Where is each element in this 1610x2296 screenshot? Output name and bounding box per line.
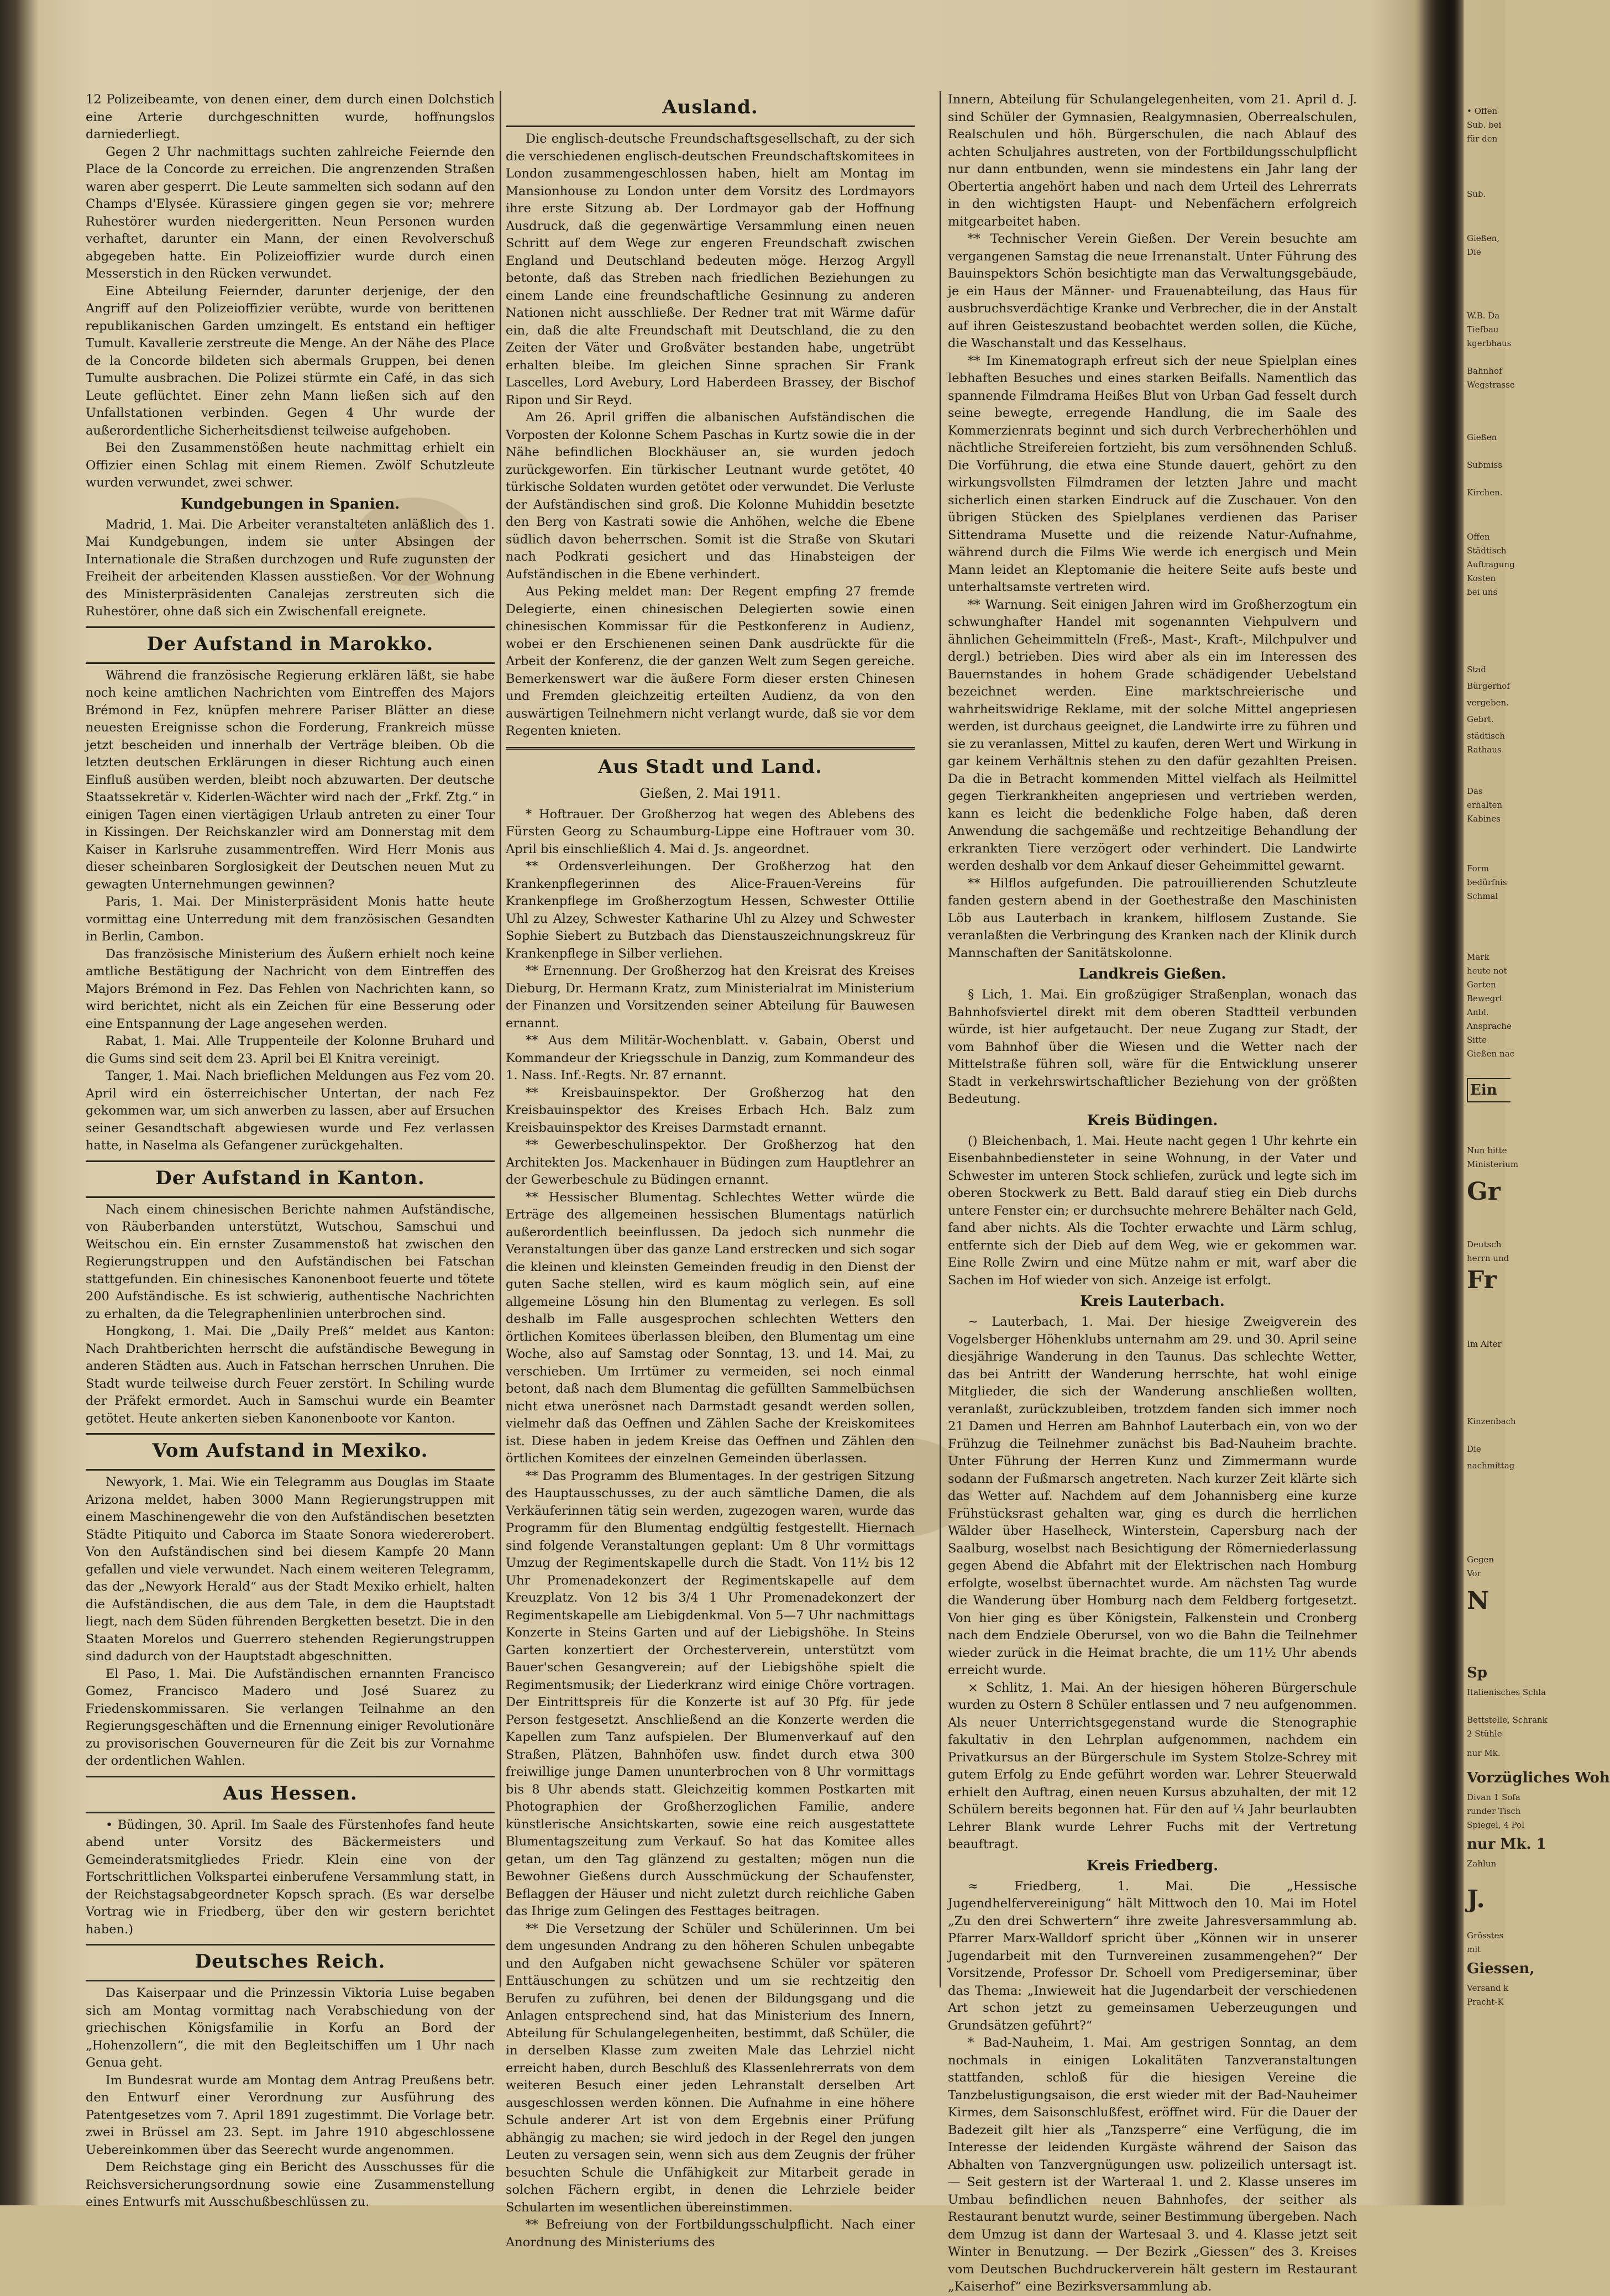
adjacent-page-text: für den (1467, 134, 1498, 144)
adjacent-page-text: Ansprache (1467, 1021, 1512, 1031)
adjacent-page-text: Sitte (1467, 1035, 1487, 1045)
adjacent-page-text: Stad (1467, 665, 1486, 674)
adjacent-page-text: N (1467, 1587, 1490, 1615)
separator-rule (506, 125, 915, 127)
adjacent-page-text: Divan 1 Sofa (1467, 1792, 1520, 1802)
separator-rule (86, 626, 495, 628)
adjacent-page-text: Nun bitte (1467, 1146, 1507, 1155)
adjacent-page-text: Deutsch (1467, 1239, 1502, 1249)
article-paragraph: * Bad-Nauheim, 1. Mai. Am gestrigen Sonntag, an dem nochmals in einigen Lokalitäten Tanzveranstaltungen stattfanden, schloß für die hiesigen Vereine die Tanzbelustigungsaison, die erst wieder mit der Bad-Nauheimer Kirmes, dem Saisonschlußfest, eröffnet wird. Für die Dauer der Badezeit gilt hier als „Tanzsperre“ eine Verfügung, die im Interesse der leidenden Kurgäste während der Saison das Abhalten von Tanzvergnügungen usw. polizeilich untersagt ist. — Seit gestern ist der Warteraal 1. und 2. Klasse unseres im Umbau befindlichen neuen Bahnhofes, der seither als Restaurant benutzt wurde, seiner Bestimmung übergeben. Nach dem Umzug ist dann der Wartesaal 3. und 4. Klasse jetzt seit Winter in Benutzung. — Der Bezirk „Giessen“ des 3. Kreises vom Deutschen Buchdruckerverein hält gestern im Restaurant „Kaiserhof“ eine Bezirksversammlung ab. (948, 2036, 1357, 2294)
adjacent-page-text: Wegstrasse (1467, 380, 1515, 390)
column-3 (948, 91, 1357, 2296)
column-rule (500, 91, 501, 1988)
adjacent-page-text: nachmittag (1467, 1461, 1515, 1471)
adjacent-page-text: städtisch (1467, 731, 1505, 741)
article-paragraph: Am 26. April griffen die albanischen Aufständischen die Vorposten der Kolonne Schem Paschas in Kurtz sowie die in der Nähe befindlichen Blockhäuser an, sie wurden jedoch zurückgeworfen. Ein türkischer Leutnant wurde getötet, 40 türkische Soldaten wurden getötet oder verwundet. Die Verluste der Aufständischen sind groß. Die Kolonne Muhiddin besetzte den Berg von Kastrati sowie die Anhöhen, welche die Ebene südlich davon beherrschen. Somit ist die Straße von Skutari nach Podkrati gesichert und das Hinabsteigen der Aufständischen in die Ebene verhindert. (506, 410, 915, 582)
article-paragraph: ** Hilflos aufgefunden. Die patrouillierenden Schutzleute fanden gestern abend in der Goethestraße den Maschinisten Löb aus Lauterbach in krankem, hilflosem Zustande. Sie veranlaßten die Verbringung des Kranken nach der Klinik durch Mannschaften der Sanitätskolonne. (948, 876, 1357, 960)
sub-heading: Kundgebungen in Spanien. (180, 495, 400, 512)
article-paragraph: ≈ Friedberg, 1. Mai. Die „Hessische Jugendhelfervereinigung“ hält Mittwoch den 10. Mai im Hotel „Zu den drei Schwertern“ ihre zweite Jahresversammlung ab. Pfarrer Marx-Walldorf spricht über „Können wir in unserer Jugendarbeit mit den Turnvereinen zusammengehen?“ Der Vorsitzende, Professor Dr. Schoell vom Predigerseminar, über das Thema: „Inwieweit hat die Jugendarbeit der verschiedenen Art schon jetzt zu gemeinsamen Ueberzeugungen und Grundsätzen geführt?“ (948, 1879, 1357, 2033)
adjacent-page-text: Gr (1467, 1178, 1501, 1206)
article-paragraph: ** Befreiung von der Fortbildungsschulpflicht. Nach einer Anordnung des Ministeriums des (506, 2217, 915, 2250)
article-paragraph: Eine Abteilung Feiernder, darunter derjenige, der den Angriff auf den Polizeioffizier verübte, wurde von berittenen republikanischen Garden umzingelt. Es entstand ein heftiger Tumult. Kavallerie zerstreute die Menge. An der Nähe des Place de la Concorde bildeten sich abermals Gruppen, bei denen Tumulte ausbrachen. Die Polizei stürmte ein Café, in das sich Leute geflüchtet. Einer zehn Mann ließen sich auf den Unfallstationen verbinden. Gegen 4 Uhr wurde der außerordentliche Sicherheitsdienst teilweise aufgehoben. (86, 284, 495, 438)
adjacent-page-text: Anbl. (1467, 1007, 1489, 1017)
article-paragraph: Tanger, 1. Mai. Nach brieflichen Meldungen aus Fez vom 20. April wird ein österreichischer Untertan, der nach Fez gekommen war, um sich anwerben zu lassen, aber auf Ersuchen seiner Gesandtschaft abgewiesen wurde und Fez verlassen hatte, in Naselma als Gefangener zurückgehalten. (86, 1069, 495, 1153)
article-paragraph: Newyork, 1. Mai. Wie ein Telegramm aus Douglas im Staate Arizona meldet, haben 3000 Mann Regierungstruppen mit einem Maschinengewehr die von den Aufständischen besetzten Städte Pitiquito und Caborca im Staate Sonora wiedererobert. Von den Aufständischen sind bei diesem Kampfe 20 Mann gefallen und viele verwundet. Nach einem weiteren Telegramm, das der „Newyork Herald“ aus der Stadt Mexiko erhielt, halten die Aufständischen, die aus dem Tale, in dem die Hauptstadt liegt, nach dem Süden führenden Bergketten besetzt. Die in den Staaten Morelos und Guerrero stehenden Regierungstruppen sind dadurch von der Hauptstadt abgeschnitten. (86, 1475, 495, 1664)
article-paragraph: ⨯ Schlitz, 1. Mai. An der hiesigen höheren Bürgerschule wurden zu Ostern 8 Schüler entlassen und 7 neu aufgenommen. Als neuer Unterrichtsgegenstand wurde die Stenographie fakultativ in den Lehrplan aufgenommen, nachdem ein Privatkursus an der Bürgerschule im System Stolze-Schrey mit gutem Erfolg zu Ende geführt worden war. Lehrer Steuerwald erhielt den Auftrag, einen neuen Kursus abzuhalten, der mit 12 Schülern bereits begonnen hat. Für den auf ¼ Jahr beurlaubten Lehrer Blank wurde Lehrer Fuchs mit der Vertretung beauftragt. (948, 1680, 1357, 1852)
article-paragraph: ** Ernennung. Der Großherzog hat den Kreisrat des Kreises Dieburg, Dr. Hermann Kratz, zum Ministerialrat im Ministerium der Finanzen und Vorsitzenden seiner Abteilung für Bauwesen ernannt. (506, 964, 915, 1031)
sub-heading: Kreis Lauterbach. (1080, 1293, 1225, 1310)
article-paragraph: Das französische Ministerium des Äußern erhielt noch keine amtliche Bestätigung der Nachricht von dem Eintreffen des Majors Brémond in Fez. Das Fehlen von Nachrichten kann, so wird berichtet, nicht als ein Zeichen für eine Besserung oder eine Entspannung der Lage angesehen werden. (86, 946, 495, 1031)
adjacent-page-text: kgerbhaus (1467, 338, 1512, 348)
sub-heading: Kreis Büdingen. (1087, 1112, 1218, 1129)
article-paragraph: Hongkong, 1. Mai. Die „Daily Preß“ meldet aus Kanton: Nach Drahtberichten herrscht die aufständische Bewegung in anderen Städten aus. Auch in Fatschan herrschen Unruhen. Die Stadt wurde teilweise durch Feuer zerstört. In Schiling wurde der Präfekt ermordet. Auch in Samschui wurde ein Beamter getötet. Heute ankerten sieben Kanonenboote vor Kanton. (86, 1324, 495, 1426)
adjacent-page-text: Kosten (1467, 573, 1496, 583)
section-heading: Ausland. (662, 96, 758, 118)
separator-rule (86, 1160, 495, 1162)
adjacent-page-text: nur Mk. (1467, 1748, 1501, 1758)
adjacent-page-text: herrn und (1467, 1253, 1509, 1263)
adjacent-page-text: Das (1467, 786, 1483, 796)
adjacent-page-text: Mark (1467, 952, 1490, 962)
adjacent-page-text: Grösstes (1467, 1931, 1504, 1941)
article-paragraph: ** Im Kinematograph erfreut sich der neue Spielplan eines lebhaften Besuches und eines starken Beifalls. Namentlich das spannende Filmdrama Heißes Blut von Urban Gad fesselt durch seine bewegte, erregende Handlung, die im Saale des Kommerzienrats beginnt und sich durch Verbrecherhöhlen und nächtliche Streifereien fortzieht, bis zum versöhnenden Schluß. Die Vorführung, die etwa eine Stunde dauert, gehört zu den wirkungsvollsten Filmdramen der letzten Jahre und macht sicherlich einen starken Eindruck auf die Zuschauer. Von den übrigen Stücken des Spielplanes verdienen das Pariser Sittendrama Musette und die reizende Natur-Aufnahme, während durch die Films Wie werde ich energisch und Mein Mann leidet an Kleptomanie die heitere Seite aufs beste und unterhaltsamste vertreten wird. (948, 353, 1357, 594)
adjacent-page-text: Bahnhof (1467, 366, 1502, 376)
section-heading: Aus Stadt und Land. (598, 755, 822, 778)
adjacent-page-text: Offen (1467, 532, 1490, 542)
column-rule (940, 91, 941, 1988)
adjacent-page-text: Gießen (1467, 432, 1497, 442)
adjacent-page-text: Sp (1467, 1665, 1487, 1681)
double-separator-rule (506, 747, 915, 750)
adjacent-page-text: Rathaus (1467, 745, 1502, 755)
adjacent-page-text: Zahlun (1467, 1859, 1497, 1869)
article-paragraph: ** Das Programm des Blumentages. In der gestrigen Sitzung des Hauptausschusses, zu der auch sämtliche Damen, die als Verkäuferinnen tätig sein werden, zugezogen waren, wurde das Programm für den Blumentag endgültig festgestellt. Hiernach sind folgende Veranstaltungen geplant: Um 8 Uhr vormittags Umzug der Regimentskapelle durch die Stadt. Von 11½ bis 12 Uhr Promenadekonzert der Regimentskapelle auf dem Kreuzplatz. Von 12 bis 3/4 1 Uhr Promenadekonzert der Regimentskapelle am Liebigdenkmal. Von 5—7 Uhr nachmittags Konzerte in Steins Garten und auf der Liebigshöhe. In Steins Garten konzertiert der Orchesterverein, unterstützt vom Bauer'schen Gesangverein; auf der Liebigshöhe spielt die Regimentsmusik; der Liederkranz wird einige Chöre vortragen. Der Eintrittspreis für die Konzerte ist auf 30 Pfg. für jede Person festgesetzt. Anschließend an die Konzerte werden die Kapellen zum Tanz aufspielen. Der Blumenverkauf auf den Straßen, Plätzen, Bahnhöfen usw. findet durch etwa 300 freiwillige junge Damen ununterbrochen von 8 Uhr vormittags bis 8 Uhr abends statt. Gleichzeitig kommen Postkarten mit Photographien der Großherzoglichen Familie, andere künstlerische Ansichtskarten, sowie eine reich ausgestattete Blumentagszeitung zum Verkauf. So hat das Komitee alles getan, um den Tag glänzend zu gestalten; mögen nun die Bewohner Gießens durch Ausschmückung der Schaufenster, Beflaggen der Häuser und nicht zuletzt durch reichliche Gaben das Ihrige zum Gelingen des Festtages beitragen. (506, 1468, 915, 1918)
adjacent-page-text: Vor (1467, 1568, 1481, 1578)
adjacent-page-strip (1465, 0, 1610, 2205)
adjacent-page-text: Schmal (1467, 891, 1498, 901)
adjacent-page-text: Submiss (1467, 460, 1502, 470)
adjacent-page-text: Bürgerhof (1467, 681, 1510, 691)
adjacent-page-text: Gießen, (1467, 233, 1499, 243)
separator-rule (86, 1433, 495, 1435)
adjacent-page-text: Kabines (1467, 814, 1501, 824)
section-heading: Der Aufstand in Marokko. (146, 632, 434, 655)
adjacent-page-text: Pracht-K (1467, 1997, 1504, 2007)
article-paragraph: Im Bundesrat wurde am Montag dem Antrag Preußens betr. den Entwurf einer Verordnung zur Ausführung des Patentgesetzes vom 7. April 1891 zugestimmt. Die Vorlage betr. zwei in Brüssel am 23. Sept. im Jahre 1910 abgeschlossene Uebereinkommen über das Seerecht wurde angenommen. (86, 2073, 495, 2157)
adjacent-page-text: erhalten (1467, 800, 1503, 810)
sub-heading: Kreis Friedberg. (1086, 1857, 1219, 1874)
article-paragraph: ** Warnung. Seit einigen Jahren wird im Großherzogtum ein schwunghafter Handel mit sogenannten Viehpulvern und ähnlichen Geheimmitteln (Freß-, Mast-, Kraft-, Milchpulver und dergl.) betrieben. Dies wird aber als ein im Interessen des Bauernstandes in hohem Grade schädigender Uebelstand bezeichnet werden. Eine marktschreierische und wahrheitswidrige Reklame, mit der solche Mittel angepriesen werden, ist durchaus geeignet, die Landwirte irre zu führen und sie zu veranlassen, Mittel zu kaufen, deren Wert und Wirkung in gar keinem Verhältnis stehen zu den dafür gezahlten Preisen. Da die in Betracht kommenden Mittel vielfach als Heilmittel gegen Tierkrankheiten angepriesen und vertrieben werden, kann es leicht die bedenkliche Folge haben, daß deren Anwendung die sachgemäße und rechtzeitige Behandlung der erkrankten Tiere verzögert oder verhindert. Die Landwirte werden deshalb vor dem Ankauf dieser Geheimmittel gewarnt. (948, 597, 1357, 873)
sub-heading: Landkreis Gießen. (1078, 966, 1226, 982)
article-paragraph: Dem Reichstage ging ein Bericht des Ausschusses für die Reichsversicherungsordnung sowie eine Zusammenstellung eines Entwurfs mit Ausschußbeschlüssen zu. (86, 2160, 495, 2209)
article-paragraph: Aus Peking meldet man: Der Regent empfing 27 fremde Delegierte, einen chinesischen Delegierten sowie einen chinesischen Kommissar für die Pestkonferenz in Audienz, wobei er den Erschienenen seinen Dank ausdrückte für die Arbeit der Konferenz, die der ganzen Welt zum Segen gereiche. Bemerkenswert war die äußere Form dieser ersten Chinesen und Fremden gleichzeitig erteilten Audienz, da von den auswärtigen Teilnehmern nicht verlangt wurde, daß sie vor dem Regenten knieten. (506, 584, 915, 738)
article-paragraph: Innern, Abteilung für Schulangelegenheiten, vom 21. April d. J. sind Schüler der Gymnasien, Realgymnasien, Oberrealschulen, Realschulen und höh. Bürgerschulen, die nach Ablauf des achten Schuljahres austreten, von der Fortbildungsschulpflicht nur dann entbunden, wenn sie mindestens ein Jahr lang der Obertertia angehört haben und nach dem Urteil des Lehrerrats in den wichtigsten Haupt- und Nebenfächern erfolgreich mitgearbeitet haben. (948, 92, 1357, 229)
separator-rule (86, 1196, 495, 1198)
adjacent-page-text: Italienisches Schla (1467, 1687, 1546, 1697)
section-heading: Aus Hessen. (223, 1782, 358, 1805)
article-paragraph: El Paso, 1. Mai. Die Aufständischen ernannten Francisco Gomez, Francisco Madero und José Suarez zu Friedenskommissaren. Sie verlangen Teilnahme an den Regierungsgeschäften und die Ernennung einiger Revolutionäre zu provisorischen Gouverneuren für die Zeit bis zur Vornahme der ordentlichen Wahlen. (86, 1666, 495, 1768)
article-paragraph: § Lich, 1. Mai. Ein großzügiger Straßenplan, wonach das Bahnhofsviertel direkt mit dem oberen Stadtteil verbunden würde, ist hier aufgetaucht. Der neue Zugang zur Stadt, der vom Bahnhof über die Wiesen und die Wetter nach der Mittelstraße führen soll, wäre für die Entwicklung unserer Stadt in verkehrswirtschaftlicher Beziehung von der größten Bedeutung. (948, 987, 1357, 1106)
adjacent-page-text: Auftragung (1467, 559, 1515, 569)
adjacent-page-text: Gebrt. (1467, 714, 1494, 724)
adjacent-page-text: J. (1467, 1885, 1485, 1913)
article-paragraph: ** Hessischer Blumentag. Schlechtes Wetter würde die Erträge des allgemeinen hessischen Blumentags natürlich außerordentlich beeinflussen. Da jedoch sich nunmehr die Veranstaltungen über das ganze Land erstrecken und sich sogar die kleinen und kleinsten Gemeinden freudig in den Dienst der guten Sache stellen, wird es kaum möglich sein, auf eine allgemeine Lösung hin den Blumentag zu verlegen. Es soll deshalb im Falle ausgesprochen schlechten Wetters den örtlichen Komitees überlassen bleiben, den Blumentag um eine Woche, also auf Samstag oder Sonntag, 13. und 14. Mai, zu verschieben. Um Irrtümer zu vermeiden, sei noch einmal betont, daß nach dem Blumentag die gefüllten Sammelbüchsen nicht etwa unerösnet nach Darmstadt gesandt werden sollen, vielmehr daß das Oeffnen und Zählen Sache der Kreiskomitees ist. Diese haben in jedem Kreise das Oeffnen und Zählen den örtlichen Komitees der einzelnen Gemeinden überlassen. (506, 1190, 915, 1466)
article-paragraph: Während die französische Regierung erklären läßt, sie habe noch keine amtlichen Nachrichten vom Eintreffen des Majors Brémond in Fez, knüpfen mehrere Pariser Blätter an diese neuesten Ereignisse schon die Forderung, Frankreich müsse jetzt bescheiden und innerhalb der Verträge bleiben. Ob die letzten deutschen Erklärungen in dieser Richtung auch einen Einfluß ausüben werden, bleibt noch abzuwarten. Der deutsche Staatssekretär v. Kiderlen-Wächter wird nach der „Frkf. Ztg.“ in einigen Tagen einen viertägigen Urlaub antreten zu einer Tour in Kissingen. Der Reichskanzler wird am Donnerstag mit dem Kaiser in Karlsruhe zusammentreffen. Wird Herr Monis aus dieser scheinbaren Sorglosigkeit der Deutschen neuen Mut zu gewagten Unternehmungen gewinnen? (86, 668, 495, 892)
separator-rule (86, 1980, 495, 1981)
adjacent-page-text: vergeben. (1467, 698, 1509, 708)
adjacent-page-text: Bettstelle, Schrank (1467, 1715, 1548, 1725)
adjacent-page-text: Ein (1467, 1078, 1511, 1102)
adjacent-page-text: Die (1467, 1444, 1481, 1454)
column-2 (506, 91, 915, 2251)
article-paragraph: () Bleichenbach, 1. Mai. Heute nacht gegen 1 Uhr kehrte ein Eisenbahnbediensteter in seine Wohnung, in der Vater und Schwester im unteren Stock schliefen, zurück und legte sich im oberen Stockwerk zu Bett. Bald darauf stieg ein Dieb durchs untere Fenster ein; er durchsuchte mehrere Behälter nach Geld, fand aber nichts. Als die Tochter erwachte und Lärm schlug, entfernte sich der Dieb auf dem Weg, wie er gekommen war. Eine Rolle Zwirn und eine Mütze nahm er mit, warf aber die Sachen im Hof wieder von sich. Anzeige ist erfolgt. (948, 1133, 1357, 1288)
article-paragraph: * Hoftrauer. Der Großherzog hat wegen des Ablebens des Fürsten Georg zu Schaumburg-Lippe eine Hoftrauer vom 30. April bis einschließlich 4. Mai d. Js. angeordnet. (506, 807, 915, 856)
article-paragraph: ** Technischer Verein Gießen. Der Verein besuchte am vergangenen Samstag die neue Irrenanstalt. Unter Führung des Bauinspektors Schön besichtigte man das Verwaltungsgebäude, je ein Haus der Männer- und Frauenabteilung, das Haus für ausbruchsverdächtige Kranke und Verbrecher, die in der Anstalt auf ihren Geisteszustand beobachtet werden sollen, die Küche, die Waschanstalt und das Kesselhaus. (948, 232, 1357, 351)
adjacent-page-text: W.B. Da (1467, 311, 1500, 321)
adjacent-page-text: Versand k (1467, 1983, 1509, 1993)
article-paragraph: ** Die Versetzung der Schüler und Schülerinnen. Um bei dem ungesunden Andrang zu den höheren Schulen unbegabte und den Aufgaben nicht gewachsene Schüler vor späteren Enttäuschungen zu schützen und um sie rechtzeitig den Berufen zu zuführen, bei denen der Bildungsgang und die Anlagen entsprechend sind, hat das Ministerium des Innern, Abteilung für Schulangelegenheiten, bestimmt, daß Schüler, die in derselben Klasse zum zweiten Male das Lehrziel nicht erreicht haben, durch Beschluß des Klassenlehrerrats von dem weiteren Besuch einer jeden Lehranstalt derselben Art ausgeschlossen werden können. Die Aufnahme in eine höhere Schule anderer Art ist von dem Ergebnis einer Prüfung abhängig zu machen; sie wird jedoch in der Regel den jungen Leuten zu versagen sein, wenn sich aus dem Zeugnis der früher besuchten Schule die Unfähigkeit zur Mitarbeit gerade in solchen Fächern ergibt, in denen die Lehrziele beider Schularten im wesentlichen übereinstimmen. (506, 1921, 915, 2215)
article-paragraph: Rabat, 1. Mai. Alle Truppenteile der Kolonne Bruhard und die Gums sind seit dem 23. April bei El Knitra vereinigt. (86, 1034, 495, 1066)
article-paragraph: Paris, 1. Mai. Der Ministerpräsident Monis hatte heute vormittag eine Unterredung mit dem französischen Gesandten in Berlin, Cambon. (86, 895, 495, 944)
article-paragraph: Bei den Zusammenstößen heute nachmittag erhielt ein Offizier einen Schlag mit einem Riemen. Zwölf Schutzleute wurden verwundet, zwei schwer. (86, 441, 495, 490)
adjacent-page-text: Im Alter (1467, 1339, 1502, 1349)
separator-rule (86, 1944, 495, 1945)
separator-rule (86, 662, 495, 664)
article-paragraph: ** Aus dem Militär-Wochenblatt. v. Gabain, Oberst und Kommandeur der Kriegsschule in Danzig, zum Kommandeur des 1. Nass. Inf.-Regts. Nr. 87 ernannt. (506, 1033, 915, 1082)
adjacent-page-text: Sub. bei (1467, 120, 1502, 130)
adjacent-page-text: Form (1467, 864, 1490, 874)
article-paragraph: Gegen 2 Uhr nachmittags suchten zahlreiche Feiernde den Place de la Concorde zu erreichen. Die angrenzenden Straßen waren aber gesperrt. Die Leute sammelten sich sodann auf den Champs d'Elysée. Kürassiere gingen gegen sie vor; mehrere Ruhestörer wurden niedergeritten. Neun Personen wurden verhaftet, darunter ein Mann, der einen Revolverschuß abgegeben hatte. Ein Polizeioffizier wurde durch einen Messerstich in den Rücken verwundet. (86, 144, 495, 281)
article-paragraph: ~ Lauterbach, 1. Mai. Der hiesige Zweigverein des Vogelsberger Höhenklubs unternahm am 29. und 30. April seine diesjährige Wanderung in den Taunus. Das schlechte Wetter, das bei Antritt der Wanderung herrschte, hat wohl einige Mitglieder, die sich der Wanderung anschließen wollten, veranlaßt, zurückzubleiben, trotzdem fanden sich immer noch 21 Damen und Herren am Bahnhof Lauterbach ein, von wo der Frühzug die Teilnehmer zunächst bis Bad-Nauheim brachte. Unter Führung der Herren Kunz und Zimmermann wurde sodann der Fußmarsch angetreten. Nach kurzer Zeit klärte sich das Wetter auf. Nachdem auf dem Johannisberg eine kurze Frühstücksrast gehalten war, ging es durch die herrlichen Wälder über Haselheck, Winterstein, Capersburg nach der Saalburg, woselbst nach Besichtigung der Römerniederlassung gegen Abend die Abfahrt mit der Elektrischen nach Homburg erfolgte, woselbst übernachtet wurde. Am nächsten Tag wurde die Wanderung über Homburg nach dem Feldberg fortgesetzt. Von hier ging es über Königstein, Falkenstein und Cronberg nach dem Endziele Oberursel, von wo die Bahn die Teilnehmer wieder zurück in die Heimat brachte, die um 11½ Uhr abends erreicht wurde. (948, 1315, 1357, 1677)
adjacent-page-text: Tiefbau (1467, 325, 1499, 334)
dateline: Gießen, 2. Mai 1911. (639, 785, 781, 801)
section-heading: Der Aufstand in Kanton. (155, 1167, 425, 1189)
section-heading: Deutsches Reich. (195, 1950, 386, 1973)
separator-rule (86, 1469, 495, 1471)
article-paragraph: ** Ordensverleihungen. Der Großherzog hat den Krankenpflegerinnen des Alice-Frauen-Vereins für Krankenpflege im Großherzogtum Hessen, Schwester Ottilie Uhl zu Alzey, Schwester Katharine Uhl zu Alzey und Schwester Sophie Siebert zu Butzbach das Dienstauszeichnungskreuz für Krankenpflege in Silber verliehen. (506, 859, 915, 961)
adjacent-page-text: • Offen (1467, 106, 1498, 116)
adjacent-page-text: Bewegrt (1467, 993, 1503, 1003)
article-paragraph: Die englisch-deutsche Freundschaftsgesellschaft, zu der sich die verschiedenen englisch-deutschen Freundschaftskomitees in London zusammengeschlossen haben, hielt am Montag im Mansionhouse zu London unter dem Vorsitz des Lordmayors ihre erste Sitzung ab. Der Lordmayor gab der Hoffnung Ausdruck, daß die gegenwärtige Versammlung einen neuen Schritt auf dem Wege zur engeren Freundschaft zwischen England und Deutschland bedeuten möge. Herzog Argyll betonte, daß das Streben nach friedlichen Beziehungen zu einem Lande eine freundschaftliche Gesinnung zu anderen Nationen nicht ausschließe. Der Redner trat mit Wärme dafür ein, daß die alte Freundschaft mit Deutschland, die zu den Zeiten der Väter und Großväter bestanden habe, ungetrübt erhalten bleibe. Im gleichen Sinne sprachen Sir Frank Lascelles, Lord Avebury, Lord Haberdeen Brassey, der Bischof Ripon und Sir Reyd. (506, 132, 915, 407)
article-paragraph: 12 Polizeibeamte, von denen einer, dem durch einen Dolchstich eine Arterie durchgeschnitten wurde, hoffnungslos darniederliegt. (86, 92, 495, 142)
article-paragraph: Das Kaiserpaar und die Prinzessin Viktoria Luise begaben sich am Montag vormittag nach Verabschiedung von der griechischen Königsfamilie in Korfu an Bord der „Hohenzollern“, die mit den Begleitschiffen um 1 Uhr nach Genua geht. (86, 1986, 495, 2070)
article-paragraph: ** Gewerbeschulinspektor. Der Großherzog hat den Architekten Jos. Mackenhauer in Büdingen zum Hauptlehrer an der Gewerbeschule zu Büdingen ernannt. (506, 1138, 915, 1187)
adjacent-page-text: Kinzenbach (1467, 1416, 1516, 1426)
adjacent-page-text: 2 Stühle (1467, 1729, 1502, 1739)
adjacent-page-text: Kirchen. (1467, 488, 1503, 498)
book-binding-shadow (1419, 0, 1464, 2205)
adjacent-page-text: Städtisch (1467, 546, 1507, 556)
adjacent-page-text: Gießen nac (1467, 1049, 1514, 1059)
adjacent-page-text: nur Mk. 1 (1467, 1836, 1546, 1853)
article-paragraph: • Büdingen, 30. April. Im Saale des Fürstenhofes fand heute abend unter Vorsitz des Bäckermeisters und Gemeinderatsmitgliedes Friedr. Klein eine von der Fortschrittlichen Volkspartei einberufene Versammlung statt, in der Reichstagsabgeordneter Kopsch sprach. (Es war derselbe Vortrag wie in Friedberg, über den wir gestern berichtet haben.) (86, 1817, 495, 1937)
adjacent-page-text: bedürfnis (1467, 877, 1507, 887)
adjacent-page-text: Die (1467, 247, 1481, 257)
adjacent-page-text: mit (1467, 1944, 1481, 1954)
adjacent-page-text: Ministerium (1467, 1159, 1519, 1169)
adjacent-page-text: Vorzügliches Woh (1467, 1770, 1610, 1786)
adjacent-page-text: Garten (1467, 980, 1496, 990)
article-paragraph: Madrid, 1. Mai. Die Arbeiter veranstalteten anläßlich des 1. Mai Kundgebungen, indem sie unter Absingen der Internationale die Straßen durchzogen und Rufe zugunsten der Freiheit der arbeitenden Klassen ausstießen. Vor der Wohnung des Ministerpräsidenten Canalejas zerstreuten sich die Ruhestörer, ohne daß sich ein Zwischenfall ereignete. (86, 517, 495, 619)
adjacent-page-text: runder Tisch (1467, 1806, 1521, 1816)
separator-rule (86, 1776, 495, 1777)
adjacent-page-text: heute not (1467, 966, 1507, 976)
adjacent-page-text: Gegen (1467, 1555, 1494, 1565)
separator-rule (86, 1812, 495, 1813)
adjacent-page-text: Giessen, (1467, 1960, 1535, 1977)
adjacent-page-text: bei uns (1467, 587, 1498, 597)
adjacent-page-text: Sub. (1467, 189, 1486, 199)
article-paragraph: Nach einem chinesischen Berichte nahmen Aufständische, von Räuberbanden unterstützt, Wutschou, Samschui und Weitschou ein. Ein ernster Zusammenstoß hat zwischen den Regierungstruppen und den Aufständischen bei Fatschan stattgefunden. Ein chinesisches Kanonenboot feuerte und tötete 200 Aufständische. Es ist schwierig, authentische Nachrichten zu erhalten, da die Telegraphenlinien unterbrochen sind. (86, 1202, 495, 1321)
column-1 (86, 91, 495, 2211)
article-paragraph: ** Kreisbauinspektor. Der Großherzog hat den Kreisbauinspektor des Kreises Erbach Hch. Balz zum Kreisbauinspektor des Kreises Darmstadt ernannt. (506, 1085, 915, 1135)
adjacent-page-text: Spiegel, 4 Pol (1467, 1820, 1524, 1830)
section-heading: Vom Aufstand in Mexiko. (152, 1440, 428, 1462)
adjacent-page-text: Fr (1467, 1266, 1497, 1294)
